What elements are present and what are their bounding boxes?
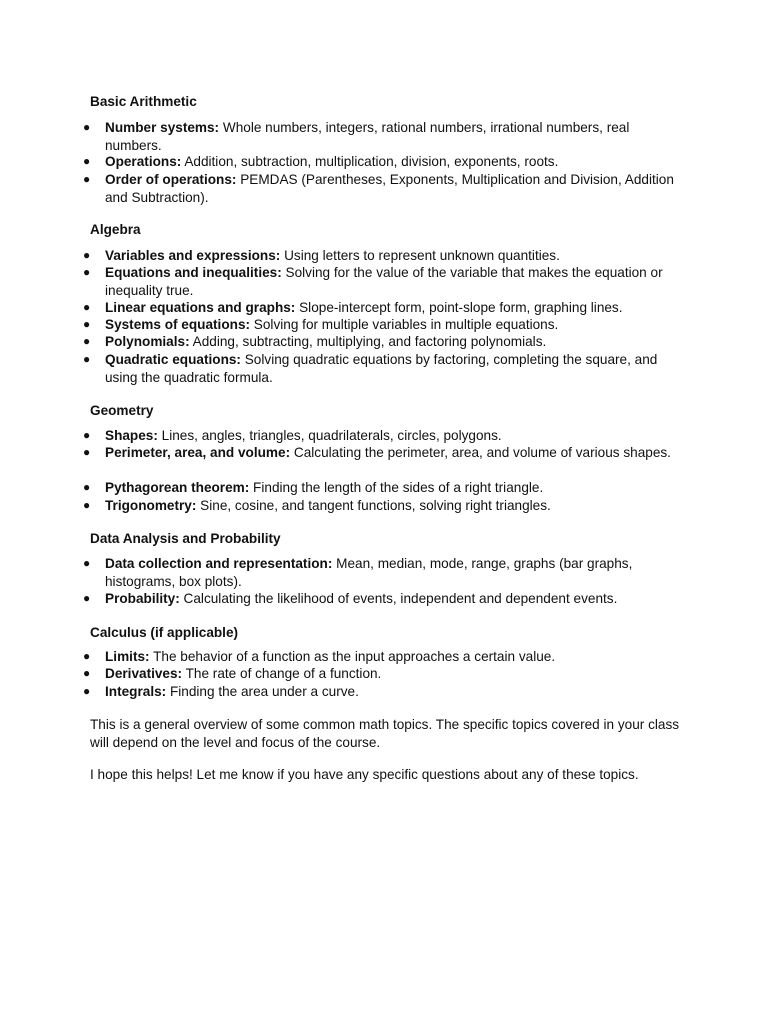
item-text: Adding, subtracting, multiplying, and factoring polynomials. (189, 334, 547, 349)
item-text: Finding the length of the sides of a right triangle. (249, 480, 544, 495)
list-item (105, 444, 685, 462)
item-text: Solving for multiple variables in multiple equations. (250, 317, 559, 332)
bullet-icon: ● (83, 649, 91, 663)
item-term: Polynomials: (105, 334, 190, 349)
list-item (105, 497, 685, 515)
list-item (105, 555, 685, 590)
bullet-icon: ● (83, 334, 91, 348)
item-term: Derivatives: (105, 666, 183, 681)
item-text: Mean, median, mode, range, graphs (bar graphs, histograms, box plots). (105, 556, 633, 589)
item-term: Perimeter, area, and volume: (105, 445, 291, 460)
bullet-icon: ● (83, 666, 91, 680)
bullet-icon: ● (83, 154, 91, 168)
bullet-icon: ● (83, 248, 91, 262)
list-item (105, 351, 685, 386)
item-term: Pythagorean theorem: (105, 480, 250, 495)
item-text: PEMDAS (Parentheses, Exponents, Multiplication and Division, Addition and Subtraction). (105, 172, 674, 205)
closing-paragraph: This is a general overview of some common math topics. The specific topics covered in your class will depend on the level and focus of the course. (90, 717, 680, 750)
list-item (105, 153, 685, 171)
item-text: Whole numbers, integers, rational numbers, irrational numbers, real numbers. (105, 120, 630, 153)
bullet-icon: ● (83, 556, 91, 570)
item-term: Operations: (105, 154, 182, 169)
bullet-icon: ● (83, 480, 91, 494)
section-heading-geometry: Geometry (90, 403, 154, 418)
item-text: Lines, angles, triangles, quadrilaterals, circles, polygons. (157, 428, 502, 443)
bullet-icon: ● (83, 591, 91, 605)
section-heading-data-analysis: Data Analysis and Probability (90, 531, 281, 546)
section-heading-algebra: Algebra (90, 222, 141, 237)
list-item (105, 427, 685, 445)
bullet-icon: ● (83, 498, 91, 512)
item-term: Systems of equations: (105, 317, 251, 332)
list-item (105, 264, 685, 299)
item-text: Using letters to represent unknown quantities. (280, 248, 560, 263)
item-term: Variables and expressions: (105, 248, 281, 263)
closing-paragraph: I hope this helps! Let me know if you have any specific questions about any of these topics. (90, 767, 639, 782)
item-text: The rate of change of a function. (182, 666, 382, 681)
bullet-icon: ● (83, 445, 91, 459)
bullet-icon: ● (83, 172, 91, 186)
bullet-icon: ● (83, 317, 91, 331)
item-text: Slope-intercept form, point-slope form, graphing lines. (295, 300, 623, 315)
item-term: Equations and inequalities: (105, 265, 282, 280)
item-text: Sine, cosine, and tangent functions, solving right triangles. (196, 498, 551, 513)
item-term: Order of operations: (105, 172, 237, 187)
item-text: Solving quadratic equations by factoring, completing the square, and using the quadratic formula. (105, 352, 658, 385)
item-term: Quadratic equations: (105, 352, 241, 367)
item-text: The behavior of a function as the input approaches a certain value. (149, 649, 556, 664)
list-item (105, 590, 685, 608)
bullet-icon: ● (83, 684, 91, 698)
bullet-icon: ● (83, 428, 91, 442)
item-term: Probability: (105, 591, 180, 606)
item-term: Data collection and representation: (105, 556, 333, 571)
list-item (105, 333, 685, 351)
list-item (105, 171, 685, 206)
item-term: Shapes: (105, 428, 158, 443)
item-text: Addition, subtraction, multiplication, division, exponents, roots. (181, 154, 559, 169)
item-text: Finding the area under a curve. (166, 684, 359, 699)
item-text: Solving for the value of the variable that makes the equation or inequality true. (105, 265, 663, 298)
item-text: Calculating the likelihood of events, independent and dependent events. (179, 591, 618, 606)
list-item (105, 683, 685, 701)
list-item (105, 247, 685, 265)
bullet-icon: ● (83, 352, 91, 366)
list-item (105, 665, 685, 683)
item-text: Calculating the perimeter, area, and volume of various shapes. (290, 445, 671, 460)
list-item (105, 299, 685, 317)
item-term: Integrals: (105, 684, 167, 699)
list-item (105, 316, 685, 334)
item-term: Number systems: (105, 120, 220, 135)
list-item (105, 119, 685, 154)
bullet-icon: ● (83, 265, 91, 279)
item-term: Limits: (105, 649, 150, 664)
list-item (105, 479, 685, 497)
item-term: Trigonometry: (105, 498, 197, 513)
bullet-icon: ● (83, 120, 91, 134)
bullet-icon: ● (83, 300, 91, 314)
item-term: Linear equations and graphs: (105, 300, 296, 315)
list-item (105, 648, 685, 666)
section-heading-calculus: Calculus (if applicable) (90, 625, 239, 640)
section-heading-basic-arithmetic: Basic Arithmetic (90, 94, 197, 109)
